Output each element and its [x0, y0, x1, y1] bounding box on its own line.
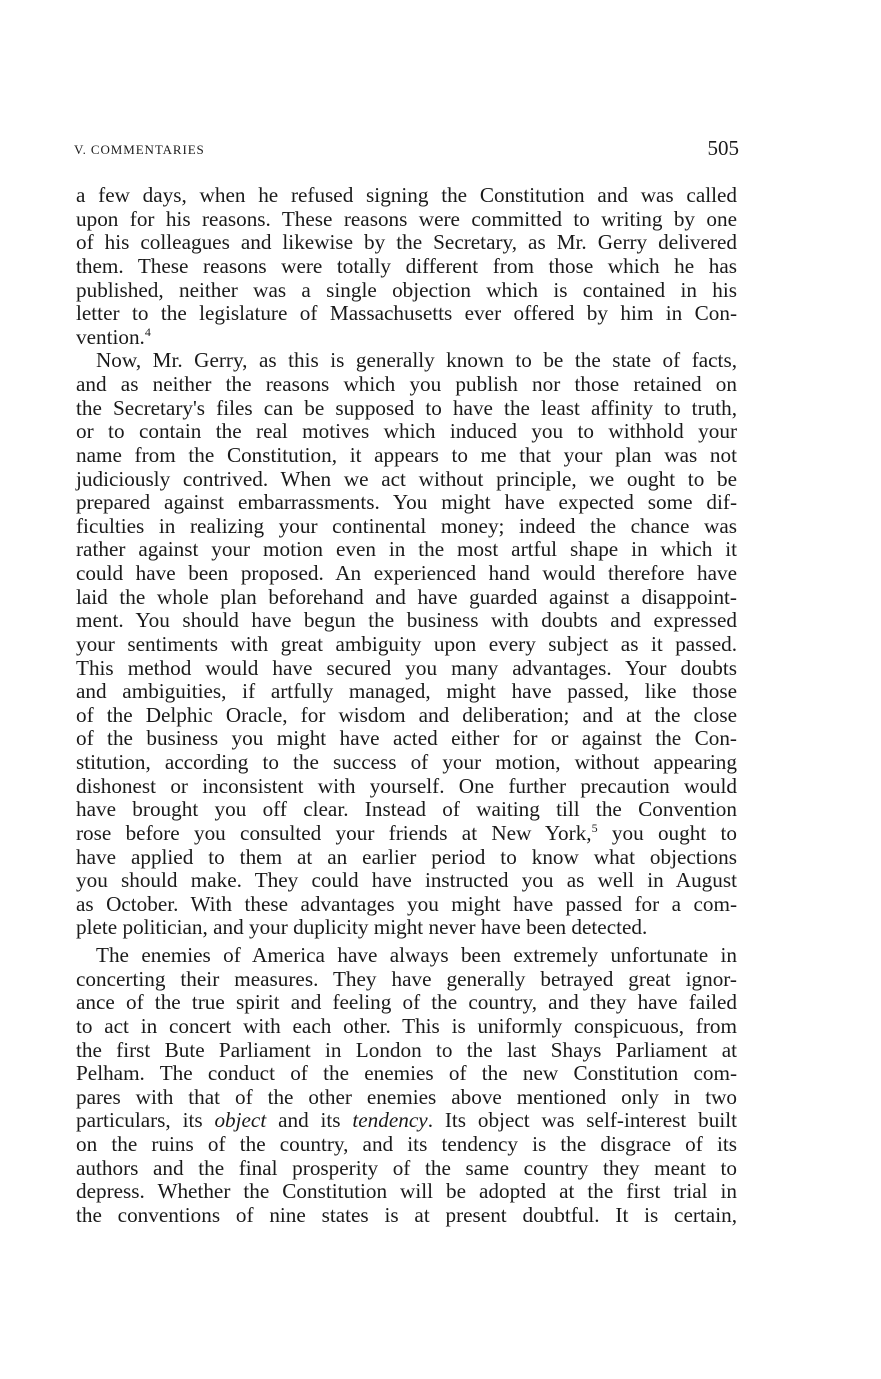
text-fragment: vention.	[76, 324, 145, 349]
text-line	[76, 326, 737, 350]
body-text	[76, 184, 737, 1228]
text-line: The enemies of America have always been extremely unfortunate in	[96, 943, 737, 967]
text-line: of the business you might have acted either for or against the Con-	[76, 726, 737, 751]
footnote-ref: 4	[144, 324, 151, 339]
text-line: as October. With these advantages you might have passed for a com-	[76, 891, 737, 916]
text-line: ment. You should have begun the business with doubts and expressed	[76, 608, 737, 633]
text-line: concerting their measures. They have generally betrayed great ignor-	[76, 966, 737, 991]
text-line: or to contain the real motives which induced you to withhold your	[76, 419, 737, 444]
text-line: have brought you off clear. Instead of waiting till the Convention	[76, 797, 737, 822]
text-line: authors and the final prosperity of the same country they meant to	[76, 1155, 737, 1180]
text-line: on the ruins of the country, and its tendency is the disgrace of its	[76, 1132, 737, 1156]
text-fragment: particulars, its	[76, 1108, 215, 1133]
text-line: the first Bute Parliament in London to the last Shays Parliament at	[76, 1037, 737, 1062]
text-line	[76, 822, 737, 846]
text-line: stitution, according to the success of your motion, without appearing	[76, 750, 737, 774]
text-line: ance of the true spirit and feeling of the country, and they have failed	[76, 990, 737, 1015]
text-fragment: rose before you consulted your friends at New York,	[76, 820, 592, 845]
text-line: of the Delphic Oracle, for wisdom and deliberation; and at the close	[76, 702, 737, 727]
text-line: prepared against embarrassments. You might have expected some dif-	[76, 490, 737, 515]
text-line: your sentiments with great ambiguity upon every subject as it passed.	[76, 631, 737, 656]
text-line: the conventions of nine states is at present doubtful. It is certain,	[76, 1202, 737, 1227]
text-fragment: you ought to	[597, 820, 737, 845]
text-line: the Secretary's files can be supposed to have the least affinity to truth,	[76, 395, 737, 420]
text-line: could have been proposed. An experienced hand would therefore have	[76, 561, 737, 585]
text-fragment: and its	[266, 1108, 353, 1133]
text-fragment: . Its object was self-interest built	[427, 1108, 737, 1133]
emphasis-object: object	[214, 1108, 267, 1133]
text-line: Now, Mr. Gerry, as this is generally known to be the state of facts,	[96, 348, 737, 373]
text-line: depress. Whether the Constitution will be adopted at the first trial in	[76, 1179, 737, 1204]
text-line: to act in concert with each other. This is uniformly conspicuous, from	[76, 1013, 737, 1038]
text-line: dishonest or inconsistent with yourself. One further precaution would	[76, 773, 737, 798]
text-line: This method would have secured you many advantages. Your doubts	[76, 655, 737, 680]
text-line: name from the Constitution, it appears to me that your plan was not	[76, 442, 737, 467]
emphasis-tendency: tendency	[352, 1108, 428, 1133]
text-line: and as neither the reasons which you publish nor those retained on	[76, 372, 737, 396]
text-line: have applied to them at an earlier period to know what objections	[76, 844, 737, 869]
text-line: plete politician, and your duplicity might never have been detected.	[76, 915, 648, 940]
footnote-ref: 5	[591, 820, 598, 835]
text-line: them. These reasons were totally different from those which he has	[76, 253, 737, 278]
text-line: published, neither was a single objection which is contained in his	[76, 277, 737, 302]
text-line: a few days, when he refused signing the Constitution and was called	[76, 183, 737, 207]
text-line: judiciously contrived. When we act without principle, we ought to be	[76, 466, 737, 491]
text-line: laid the whole plan beforehand and have guarded against a disappoint-	[76, 584, 737, 609]
text-line: upon for his reasons. These reasons were committed to writing by one	[76, 206, 737, 231]
text-line: and ambiguities, if artfully managed, might have passed, like those	[76, 679, 737, 704]
text-line: you should make. They could have instructed you as well in August	[76, 868, 737, 893]
text-line: of his colleagues and likewise by the Secretary, as Mr. Gerry delivered	[76, 230, 737, 255]
section-title: V. COMMENTARIES	[74, 142, 205, 157]
running-head	[74, 134, 739, 164]
text-line: ficulties in realizing your continental money; indeed the chance was	[76, 513, 737, 538]
text-line: pares with that of the other enemies above mentioned only in two	[76, 1084, 737, 1109]
text-line: rather against your motion even in the most artful shape in which it	[76, 537, 737, 562]
page-number: 505	[707, 136, 739, 160]
text-line	[76, 1109, 737, 1133]
text-line: Pelham. The conduct of the enemies of the new Constitution com-	[76, 1061, 737, 1086]
text-line: letter to the legislature of Massachusetts ever offered by him in Con-	[76, 301, 737, 326]
